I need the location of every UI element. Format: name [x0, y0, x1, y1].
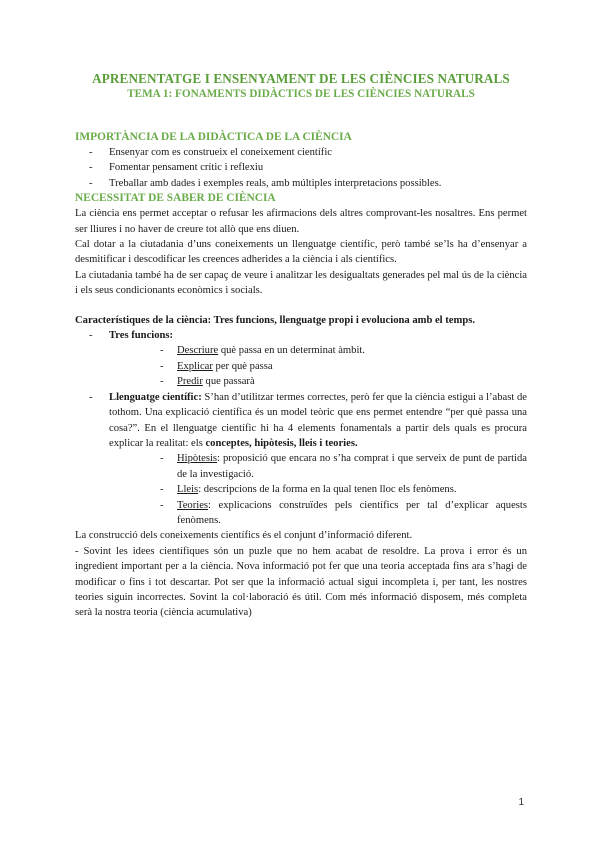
page-number: 1 — [518, 797, 524, 808]
list-item: - Treballar amb dades i exemples reals, amb múltiples interpretacions possibles. — [75, 176, 527, 191]
list-item — [109, 374, 527, 389]
document-subtitle: TEMA 1: FONAMENTS DIDÀCTICS DE LES CIÈNCIES NATURALS — [127, 88, 475, 100]
term: Hipòtesis — [177, 453, 218, 465]
paragraph: - Sovint les idees científiques són un puzle que no hem acabat de resoldre. La prova i error és un ingredient important per a la ciència. Nova informació pot fer que una teoria acceptada fins ara s’hagi de modificar o fins i tot descartar. Pot ser que la informació actual sigui incompleta i, per tant, les nostres teories siguin incorrectes. Sovint la col·laboració és útil. Com més informació disposem, més completa serà la nostra teoria (ciència acumulativa) — [75, 545, 527, 619]
paragraph: La ciutadania també ha de ser capaç de veure i analitzar les desigualtats generades pel mal ús de la ciència i els seus condicionants econòmics i socials. — [75, 269, 527, 297]
term: Descriure — [177, 345, 219, 357]
term-description: : descripcions de la forma en la qual tenen lloc els fenòmens. — [198, 484, 457, 496]
list-item-language — [75, 390, 527, 529]
elements-list — [109, 451, 527, 528]
language-elements: conceptes, hipòtesis, lleis i teories. — [205, 437, 358, 449]
section-heading-necessity: NECESSITAT DE SABER DE CIÈNCIA — [75, 192, 276, 205]
paragraph: La construcció dels coneixements científics és el conjunt d’informació diferent. — [75, 530, 413, 542]
term-description: que passarà — [202, 376, 255, 388]
list-item — [109, 451, 527, 482]
list-item-functions — [75, 328, 527, 390]
list-item: - Fomentar pensament crític i reflexiu — [75, 160, 527, 175]
term: Lleis — [177, 484, 199, 496]
list-item: - Ensenyar com es construeix el coneixement científic — [75, 145, 527, 160]
document-title: APRENENTATGE I ENSENYAMENT DE LES CIÈNCIES NATURALS — [92, 71, 510, 86]
paragraph: Cal dotar a la ciutadania d’uns coneixements un llenguatge científic, però també se’ls ha d’ensenyar a desmitificar i descodificar les creences adherides a la ciència i als científics. — [75, 239, 527, 266]
page-content — [75, 70, 527, 621]
section-heading-importance: IMPORTÀNCIA DE LA DIDÀCTICA DE LA CIÈNCIA — [75, 131, 352, 143]
functions-label: Tres funcions: — [109, 330, 174, 342]
list-item — [109, 359, 527, 374]
characteristics-list — [75, 328, 527, 528]
list-item — [109, 343, 527, 358]
section-heading-characteristics: Característiques de la ciència: Tres funcions, llenguatge propi i evoluciona amb el temps. — [75, 314, 475, 326]
language-text: S’han d’utilitzar termes correctes, però fer que la ciència estigui a l’abast de tothom. Una explicació científica és un model teòric que ens permet entendre “per què passa una cosa?”. En el llenguatge científic hi ha 4 elements fonamentals a partir dels quals es procura explicar la realitat: els — [109, 391, 527, 449]
term-description: per què passa — [212, 360, 273, 372]
importance-list — [75, 145, 527, 191]
list-item — [109, 482, 527, 497]
term: Teories — [177, 499, 209, 511]
list-item — [109, 498, 527, 529]
term-description: : proposició que encara no s’ha comprat i que serveix de punt de partida de la investigació. — [177, 453, 527, 480]
term-description: : explicacions construïdes pels científics per tal d’explicar aquests fenòmens. — [177, 499, 527, 526]
term-description: què passa en un determinat àmbit. — [218, 345, 365, 357]
spacer — [75, 299, 527, 313]
paragraph: La ciència ens permet acceptar o refusar les afirmacions dels altres comprovant-les nosaltres. Ens permet ser lliures i no haver de creure tot allò que ens diuen. — [75, 208, 527, 235]
language-label: Llenguatge científic: — [109, 391, 202, 403]
functions-list — [109, 343, 527, 389]
term: Predir — [177, 376, 203, 388]
term: Explicar — [177, 360, 213, 372]
